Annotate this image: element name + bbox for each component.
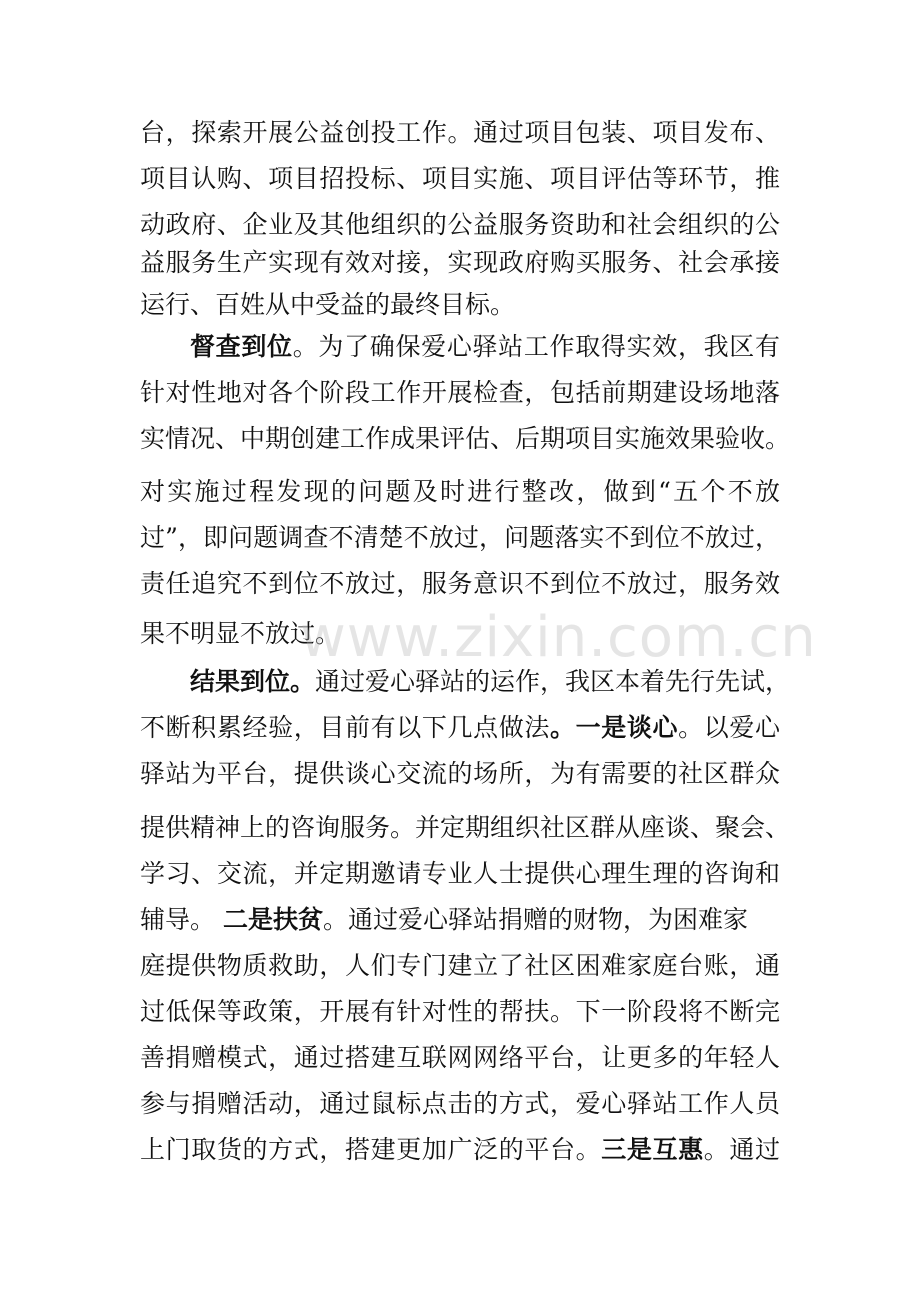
paragraph-3-line-2 — [140, 708, 780, 748]
paragraph-3-line-4: 提供精神上的咨询服务。并定期组织社区群从座谈、聚会、 — [140, 813, 791, 842]
paragraph-3-line-11-text: 上门取货的方式，搭建更加广泛的平台。 — [140, 1135, 602, 1164]
paragraph-3-point-2-heading: 二是扶贫 — [222, 905, 323, 934]
paragraph-2-line-4: 对实施过程发现的问题及时进行整改，做到“五个不放 — [140, 477, 780, 506]
paragraph-2-heading: 督查到位 — [190, 332, 293, 361]
paragraph-3-line-5: 学习、交流，并定期邀请专业人士提供心理生理的咨询和 — [140, 859, 780, 888]
paragraph-1-line-2: 项目认购、项目招投标、项目实施、项目评估等环节，推 — [140, 164, 780, 193]
paragraph-3-line-7: 庭提供物质救助，人们专门建立了社区困难家庭台账，通 — [140, 951, 780, 980]
paragraph-1-line-4: 益服务生产实现有效对接，实现政府购买服务、社会承接 — [140, 248, 780, 277]
paragraph-3-line-3: 驿站为平台，提供谈心交流的场所，为有需要的社区群众 — [140, 759, 780, 788]
paragraph-3-line-8: 过低保等政策，开展有针对性的帮扶。下一阶段将不断完 — [140, 997, 780, 1026]
paragraph-2-line-7: 果不明显不放过。 — [140, 619, 341, 648]
paragraph-1-line-3: 动政府、企业及其他组织的公益服务资助和社会组织的公 — [140, 210, 780, 239]
paragraph-3-line-11 — [140, 1130, 780, 1170]
watermark: www.zixin.com.cn — [300, 605, 817, 670]
paragraph-3-point-3-heading: 三是互惠 — [601, 1135, 704, 1164]
paragraph-1-line-1: 台，探索开展公益创投工作。通过项目包装、项目发布、 — [140, 118, 780, 147]
paragraph-3-first-line-text: 通过爱心驿站的运作，我区本着先行先试， — [315, 667, 791, 696]
paragraph-3-line-6-text: 辅导。 — [140, 905, 223, 934]
paragraph-2-line-1 — [190, 327, 780, 367]
paragraph-3-line-1 — [190, 662, 791, 702]
paragraph-1-line-5: 运行、百姓从中受益的最终目标。 — [140, 290, 516, 319]
paragraph-3-line-11-tail: 。通过 — [703, 1135, 780, 1164]
paragraph-3-point-1-heading: 。一是谈心 — [549, 713, 679, 742]
paragraph-3-line-6 — [140, 900, 780, 940]
paragraph-2-line-5: 过”，即问题调查不清楚不放过，问题落实不到位不放过， — [140, 523, 780, 552]
paragraph-2-line-6: 责任追究不到位不放过，服务意识不到位不放过，服务效 — [140, 569, 780, 598]
paragraph-2-first-line-text: 。为了确保爱心驿站工作取得实效，我区有 — [292, 332, 780, 361]
paragraph-3-line-9: 善捐赠模式，通过搭建互联网网络平台，让更多的年轻人 — [140, 1043, 780, 1072]
paragraph-3-line-10: 参与捐赠活动，通过鼠标点击的方式，爱心驿站工作人员 — [140, 1089, 780, 1118]
paragraph-3-line-2-tail: 。以爱心 — [678, 713, 780, 742]
paragraph-2-line-2: 针对性地对各个阶段工作开展检查，包括前期建设场地落 — [140, 378, 780, 407]
paragraph-3-line-6-tail: 。通过爱心驿站捐赠的财物，为困难家 — [322, 905, 748, 934]
paragraph-3-line-2-text: 不断积累经验，目前有以下几点做法 — [140, 713, 550, 742]
paragraph-2-line-3: 实情况、中期创建工作成果评估、后期项目实施效果验收。 — [140, 424, 791, 453]
paragraph-3-heading: 结果到位。 — [190, 667, 316, 696]
